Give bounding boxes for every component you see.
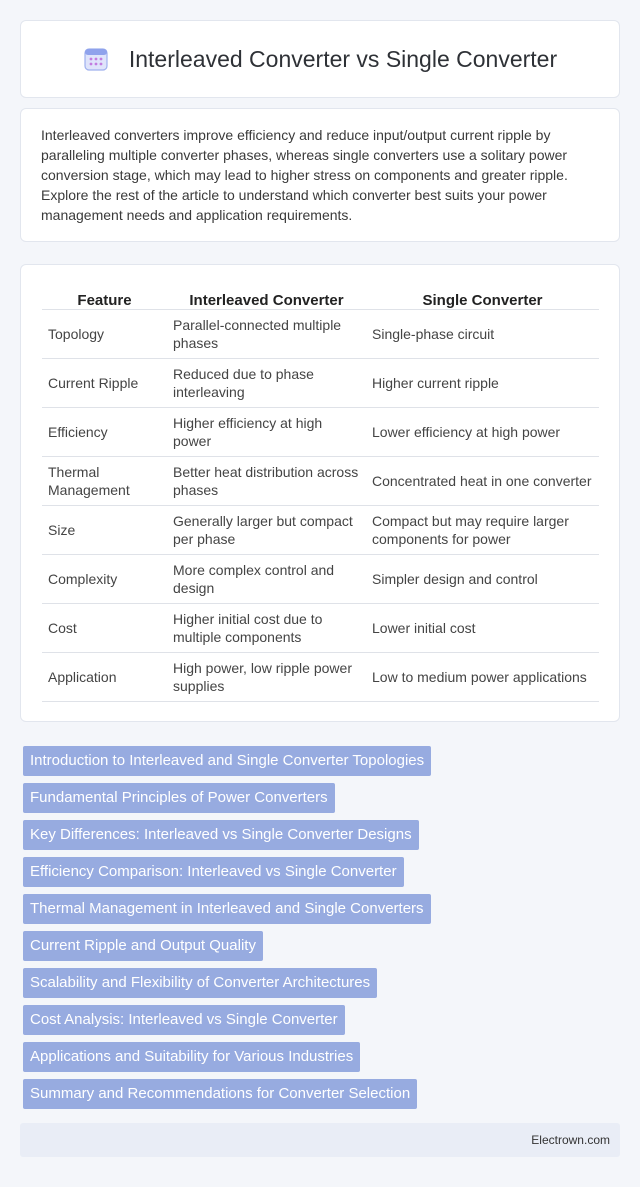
table-cell: Lower efficiency at high power: [366, 407, 599, 456]
page-title: Interleaved Converter vs Single Converter: [128, 45, 558, 72]
footer-site-name: Electrown.com: [531, 1133, 610, 1147]
table-row: [42, 652, 599, 701]
table-cell: Low to medium power applications: [366, 652, 599, 701]
toc-link-introduction[interactable]: Introduction to Interleaved and Single Converter Topologies: [23, 746, 431, 776]
table-cell: Single-phase circuit: [366, 309, 599, 358]
calendar-icon: [83, 46, 109, 72]
table-row: [42, 456, 599, 505]
comparison-table-card: [20, 264, 620, 722]
table-row: [42, 603, 599, 652]
table-cell: Cost: [42, 603, 167, 652]
table-cell: Thermal Management: [42, 456, 167, 505]
table-cell: Application: [42, 652, 167, 701]
toc-link-applications[interactable]: Applications and Suitability for Various Industries: [23, 1042, 360, 1072]
table-row: [42, 505, 599, 554]
table-cell: Topology: [42, 309, 167, 358]
table-cell: Higher efficiency at high power: [167, 407, 366, 456]
intro-text: Interleaved converters improve efficiency and reduce input/output current ripple by paralleling multiple converter phases, whereas single converters use a solitary power conversion stage, which may lead to higher stress on components and greater ripple. Explore the rest of the article to understand which converter best suits your power management needs and application requirements.: [41, 127, 568, 223]
table-row: [42, 554, 599, 603]
toc-link-current-ripple[interactable]: Current Ripple and Output Quality: [23, 931, 263, 961]
table-cell: Efficiency: [42, 407, 167, 456]
table-cell: Size: [42, 505, 167, 554]
toc-links: [23, 746, 431, 1116]
table-cell: More complex control and design: [167, 554, 366, 603]
table-header-row: [42, 287, 599, 309]
table-cell: Compact but may require larger components for power: [366, 505, 599, 554]
table-cell: High power, low ripple power supplies: [167, 652, 366, 701]
table-cell: Generally larger but compact per phase: [167, 505, 366, 554]
table-row: [42, 358, 599, 407]
toc-link-summary[interactable]: Summary and Recommendations for Converter Selection: [23, 1079, 417, 1109]
table-cell: Parallel-connected multiple phases: [167, 309, 366, 358]
table-cell: Simpler design and control: [366, 554, 599, 603]
table-cell: Better heat distribution across phases: [167, 456, 366, 505]
toc-link-fundamental-principles[interactable]: Fundamental Principles of Power Converters: [23, 783, 335, 813]
toc-link-efficiency-comparison[interactable]: Efficiency Comparison: Interleaved vs Single Converter: [23, 857, 404, 887]
table-cell: Current Ripple: [42, 358, 167, 407]
column-header-feature: Feature: [42, 287, 167, 309]
toc-link-key-differences[interactable]: Key Differences: Interleaved vs Single Converter Designs: [23, 820, 419, 850]
toc-link-thermal-management[interactable]: Thermal Management in Interleaved and Single Converters: [23, 894, 431, 924]
table-cell: Complexity: [42, 554, 167, 603]
table-row: [42, 407, 599, 456]
toc-link-cost-analysis[interactable]: Cost Analysis: Interleaved vs Single Converter: [23, 1005, 345, 1035]
header-card: [20, 20, 620, 98]
column-header-single: Single Converter: [366, 287, 599, 309]
table-row: [42, 309, 599, 358]
table-cell: Lower initial cost: [366, 603, 599, 652]
table-cell: Higher current ripple: [366, 358, 599, 407]
footer: [20, 1123, 620, 1157]
toc-link-scalability[interactable]: Scalability and Flexibility of Converter Architectures: [23, 968, 377, 998]
intro-card: [20, 108, 620, 242]
column-header-interleaved: Interleaved Converter: [167, 287, 366, 309]
table-cell: Reduced due to phase interleaving: [167, 358, 366, 407]
comparison-table: [42, 287, 599, 702]
table-cell: Higher initial cost due to multiple components: [167, 603, 366, 652]
table-cell: Concentrated heat in one converter: [366, 456, 599, 505]
